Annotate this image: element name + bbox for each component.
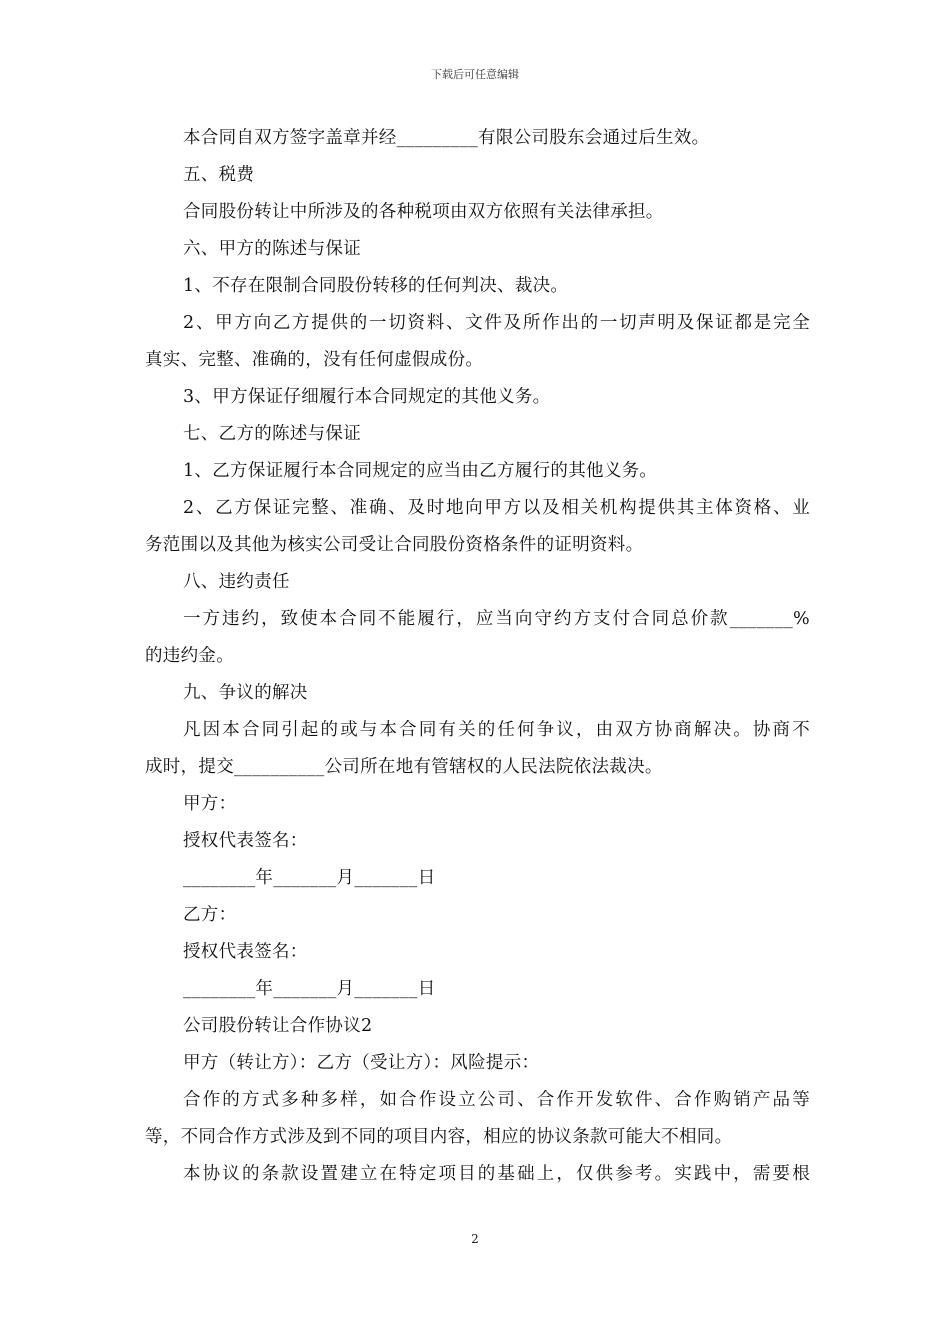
section-heading: 八、违约责任	[183, 572, 290, 592]
body-line: 真实、完整、准确的，没有任何虚假成份。	[145, 350, 484, 370]
body-line: 凡因本合同引起的或与本合同有关的任何争议，由双方协商解决。协商不	[183, 720, 810, 740]
body-line: 本合同自双方签字盖章并经_________有限公司股东会通过后生效。	[183, 128, 710, 148]
section-heading: 七、乙方的陈述与保证	[183, 424, 361, 444]
document-body	[145, 120, 810, 1193]
page-header: 下载后可任意编辑	[431, 68, 519, 81]
body-line: 1、乙方保证履行本合同规定的应当由乙方履行的其他义务。	[183, 461, 658, 481]
body-line: 的违约金。	[145, 646, 234, 666]
body-line: 2、乙方保证完整、准确、及时地向甲方以及相关机构提供其主体资格、业	[183, 498, 810, 518]
body-line: 一方违约，致使本合同不能履行，应当向守约方支付合同总价款_______%	[183, 609, 810, 629]
signature-party-a: 甲方：	[183, 794, 237, 814]
body-line: 合作的方式多种多样，如合作设立公司、合作开发软件、合作购销产品等	[183, 1090, 810, 1110]
signature-rep-label: 授权代表签名：	[183, 831, 308, 851]
body-line: 等，不同合作方式涉及到不同的项目内容，相应的协议条款可能大不相同。	[145, 1127, 733, 1147]
body-line: 成时，提交__________公司所在地有管辖权的人民法院依法裁决。	[145, 757, 663, 777]
body-line: 合同股份转让中所涉及的各种税项由双方依照有关法律承担。	[183, 202, 664, 222]
body-line: 2、甲方向乙方提供的一切资料、文件及所作出的一切声明及保证都是完全	[183, 313, 810, 333]
body-line: 1、不存在限制合同股份转移的任何判决、裁决。	[183, 276, 569, 296]
section-heading: 六、甲方的陈述与保证	[183, 239, 361, 259]
parties-line: 甲方（转让方）：乙方（受让方）：风险提示：	[183, 1053, 540, 1073]
body-line: 务范围以及其他为核实公司受让合同股份资格条件的证明资料。	[145, 535, 644, 555]
signature-date-line: ________年_______月_______日	[183, 868, 436, 888]
signature-rep-label: 授权代表签名：	[183, 942, 308, 962]
signature-party-b: 乙方：	[183, 905, 237, 925]
section-heading: 五、税费	[183, 165, 255, 185]
page-number: 2	[471, 1232, 479, 1246]
body-line: 本协议的条款设置建立在特定项目的基础上，仅供参考。实践中，需要根	[183, 1164, 810, 1184]
body-line: 3、甲方保证仔细履行本合同规定的其他义务。	[183, 387, 551, 407]
signature-date-line: ________年_______月_______日	[183, 979, 436, 999]
section-heading: 九、争议的解决	[183, 683, 308, 703]
agreement-title: 公司股份转让合作协议2	[183, 1016, 373, 1036]
